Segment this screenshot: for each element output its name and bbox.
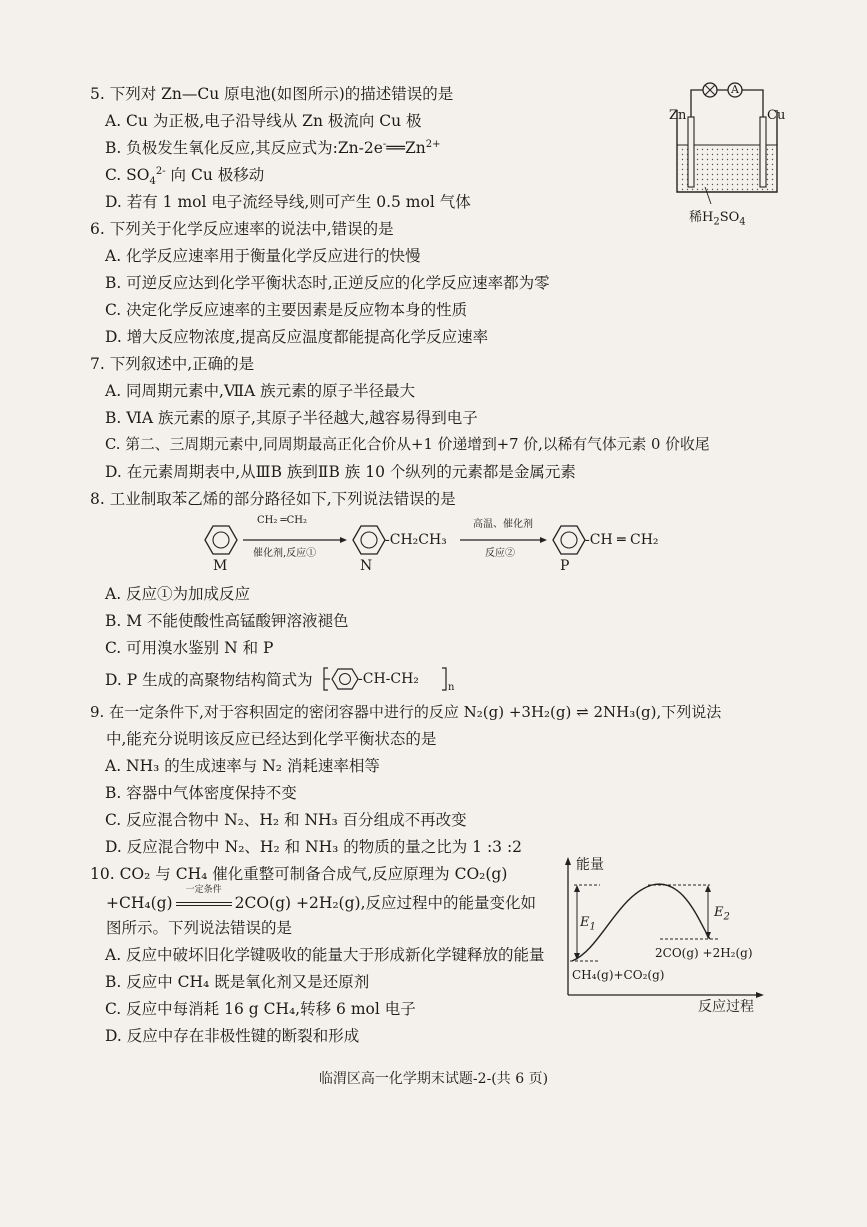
galvanic-cell-diagram (665, 72, 785, 232)
q10-option-a: A. 反应中破坏旧化学键吸收的能量大于形成新化学键释放的能量 (105, 946, 545, 964)
q10-option-b: B. 反应中 CH₄ 既是氧化剂又是还原剂 (105, 973, 370, 991)
reaction-condition: 一定条件 (185, 885, 222, 895)
q9-option-a: A. NH₃ 的生成速率与 N₂ 消耗速率相等 (105, 757, 380, 775)
arrow2-condition-top: 高温、催化剂 (473, 519, 533, 530)
e1-label: $E_1$ (580, 915, 596, 933)
q10-stem-line1: 10. CO₂ 与 CH₄ 催化重整可制备合成气,反应原理为 CO₂(g) (90, 865, 508, 883)
polymer-n: n (448, 682, 455, 693)
q9-option-d: D. 反应混合物中 N₂、H₂ 和 NH₃ 的物质的量之比为 1 :3 :2 (105, 838, 523, 856)
q9-stem-line1: 9. 在一定条件下,对于容积固定的密闭容器中进行的反应 N₂(g) +3H₂(g) ⇌ 2NH₃(g),下列说法 (90, 703, 722, 721)
polymer-chain: -CH-CH₂ (358, 671, 419, 687)
q7-stem: 7. 下列叙述中,正确的是 (90, 355, 255, 373)
q10-stem-line2: +CH₄(g) 一定条件 2CO(g) +2H₂(g),反应过程中的能量变化如 (106, 893, 536, 913)
label-m: M (213, 558, 228, 574)
q9-option-c: C. 反应混合物中 N₂、H₂ 和 NH₃ 百分组成不再改变 (105, 811, 467, 829)
q6-option-c: C. 决定化学反应速率的主要因素是反应物本身的性质 (105, 301, 468, 319)
zn-electrode-label: Zn (669, 108, 687, 123)
n-substituent: -CH₂CH₃ (385, 532, 447, 548)
q5-option-a: A. Cu 为正极,电子沿导线从 Zn 极流向 Cu 极 (105, 112, 422, 130)
acid-label: 稀$H_2SO_4$ (689, 210, 746, 228)
q8-option-a: A. 反应①为加成反应 (105, 585, 251, 603)
q8-stem: 8. 工业制取苯乙烯的部分路径如下,下列说法错误的是 (90, 490, 456, 508)
label-p: P (560, 558, 570, 574)
e2-label: $E_2$ (714, 905, 730, 923)
q9-option-b: B. 容器中气体密度保持不变 (105, 784, 297, 802)
polystyrene-structure (322, 662, 462, 696)
q5-option-c: C. $SO_4^{2-}$ 向 Cu 极移动 (105, 165, 265, 188)
styrene-synthesis-scheme (195, 510, 715, 575)
energy-axis-label: 能量 (576, 857, 604, 873)
q9-stem-line2: 中,能充分说明该反应已经达到化学平衡状态的是 (106, 730, 437, 748)
label-n: N (360, 558, 373, 574)
q6-option-a: A. 化学反应速率用于衡量化学反应进行的快慢 (105, 247, 421, 265)
reaction-axis-label: 反应过程 (698, 999, 754, 1015)
q10-stem-line3: 图所示。下列说法错误的是 (106, 919, 293, 937)
arrow2-condition-bottom: 反应② (485, 548, 515, 559)
q7-option-b: B. ⅥA 族元素的原子,其原子半径越大,越容易得到电子 (105, 409, 478, 427)
q6-option-d: D. 增大反应物浓度,提高反应温度都能提高化学反应速率 (105, 328, 489, 346)
q8-option-d: D. P 生成的高聚物结构简式为 (105, 671, 313, 689)
q6-option-b: B. 可逆反应达到化学平衡状态时,正逆反应的化学反应速率都为零 (105, 274, 550, 292)
q7-option-a: A. 同周期元素中,ⅦA 族元素的原子半径最大 (105, 382, 416, 400)
energy-profile-diagram (560, 855, 770, 1015)
arrow1-reagent: CH₂ ═CH₂ (257, 515, 307, 526)
q7-option-d: D. 在元素周期表中,从ⅢB 族到ⅡB 族 10 个纵列的元素都是金属元素 (105, 463, 576, 481)
q5-stem: 5. 下列对 Zn—Cu 原电池(如图所示)的描述错误的是 (90, 85, 454, 103)
product-label: 2CO(g) +2H₂(g) (655, 946, 753, 960)
page-footer: 临渭区高一化学期末试题-2-(共 6 页) (318, 1071, 549, 1087)
q7-option-c: C. 第二、三周期元素中,同周期最高正化合价从+1 价递增到+7 价,以稀有气体元素 0 价收尾 (105, 436, 710, 453)
cu-electrode-label: Cu (767, 108, 786, 123)
q10-option-c: C. 反应中每消耗 16 g CH₄,转移 6 mol 电子 (105, 1000, 416, 1018)
reactant-label: CH₄(g)+CO₂(g) (572, 968, 665, 982)
q5-option-b: B. 负极发生氧化反应,其反应式为$:Zn-2e^-══Zn^{2+}$ (105, 138, 441, 157)
q10-option-d: D. 反应中存在非极性键的断裂和形成 (105, 1027, 360, 1045)
arrow1-condition: 催化剂,反应① (253, 548, 317, 559)
q6-stem: 6. 下列关于化学反应速率的说法中,错误的是 (90, 220, 394, 238)
q5-option-d: D. 若有 1 mol 电子流经导线,则可产生 0.5 mol 气体 (105, 193, 471, 211)
p-substituent: -CH ═ CH₂ (585, 532, 659, 548)
q8-option-b: B. M 不能使酸性高锰酸钾溶液褪色 (105, 612, 349, 630)
q8-option-c: C. 可用溴水鉴别 N 和 P (105, 639, 274, 657)
ammeter-label: A (731, 83, 739, 96)
